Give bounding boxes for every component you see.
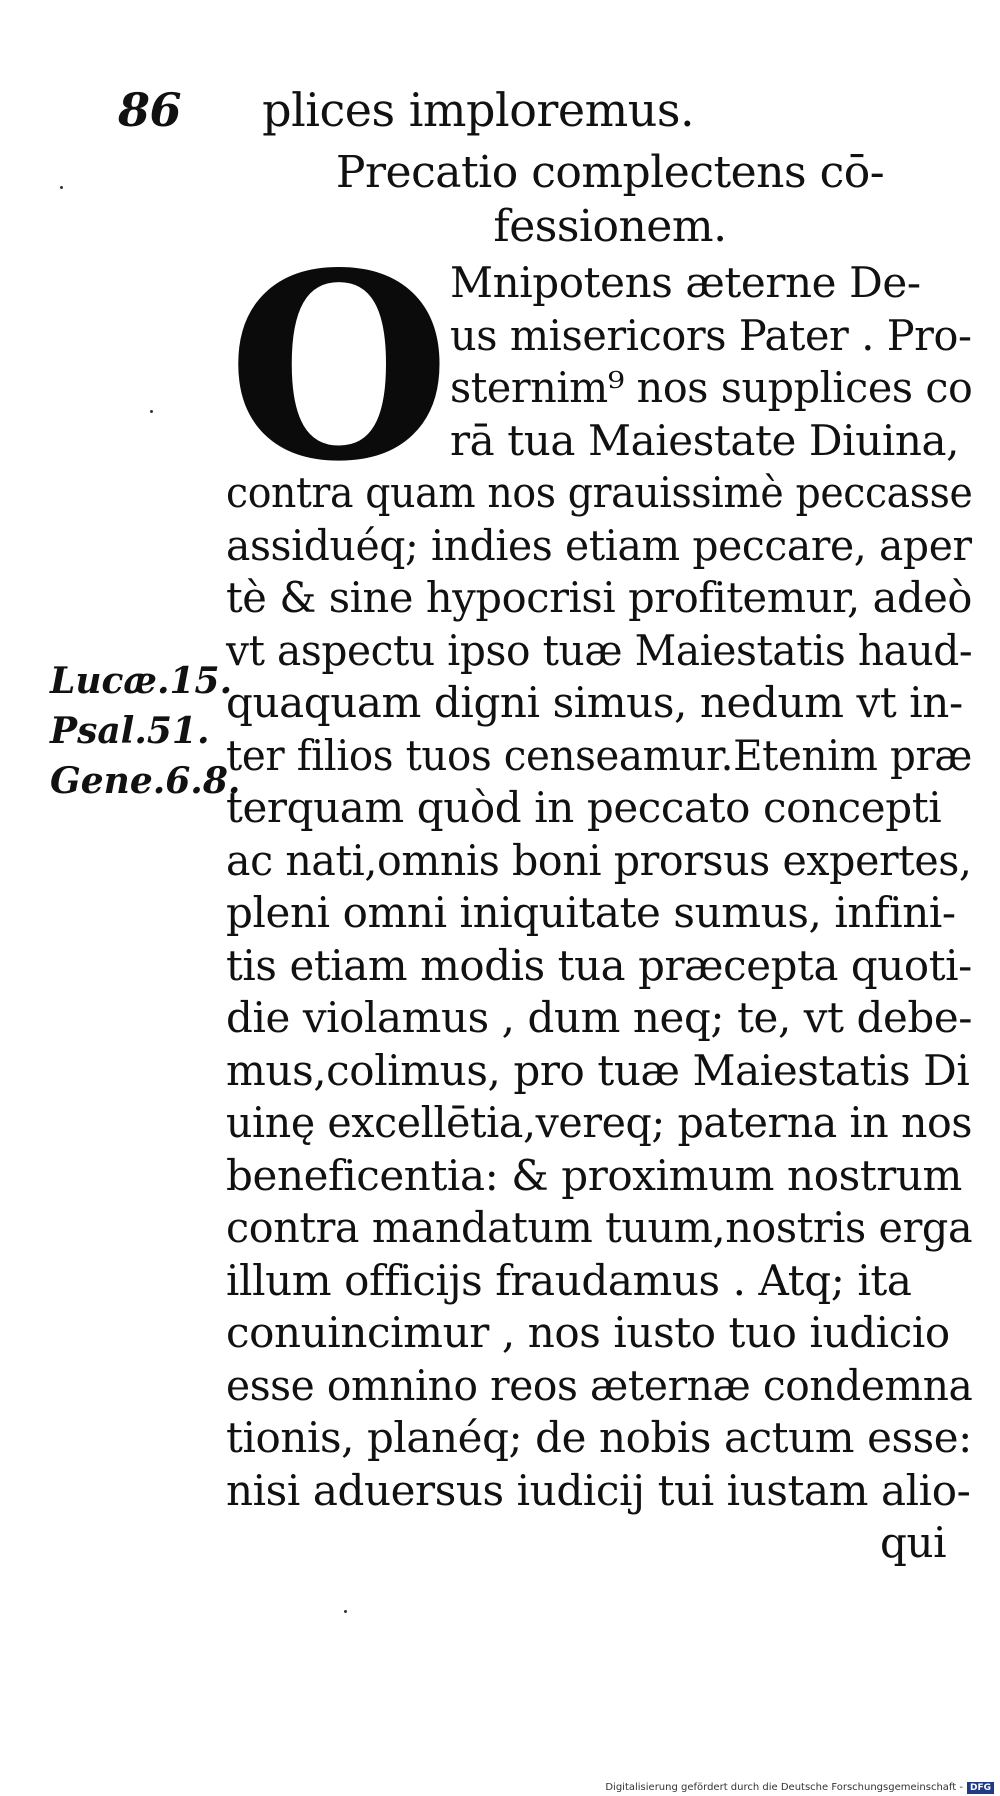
text-line: tionis, planéq; de nobis actum esse: — [226, 1413, 972, 1462]
text-line: contra quam nos grauissimè peccasse — [226, 468, 973, 517]
drop-cap-initial: O — [227, 218, 451, 518]
text-line: assiduéq; indies etiam peccare, aper — [226, 520, 972, 570]
text-line: ac nati,omnis boni prorsus expertes, — [226, 835, 972, 885]
ink-speck — [60, 186, 63, 189]
margin-note: Lucæ.15. — [50, 660, 233, 702]
text-line: beneficentia: & proximum nostrum — [226, 1150, 962, 1200]
title-line-1: Precatio complectens cō- — [335, 147, 885, 198]
text-line: mus,colimus, pro tuæ Maiestatis Di — [226, 1045, 970, 1095]
text-line: tè & sine hypocrisi profitemur, adeò — [226, 573, 973, 622]
text-line: uinę excellētia,vereq; paterna in nos — [226, 1098, 973, 1147]
text-line: conuincimur , nos iusto tuo iudicio — [226, 1308, 950, 1357]
margin-note: Psal.51. — [50, 710, 210, 752]
text-line: terquam quòd in peccato concepti — [226, 783, 942, 832]
text-line: die violamus , dum neq; te, vt debe- — [226, 993, 973, 1042]
text-line: contra mandatum tuum,nostris erga — [226, 1203, 973, 1252]
text-line: vt aspectu ipso tuæ Maiestatis haud- — [226, 625, 973, 675]
text-line: illum officijs fraudamus . Atq; ita — [226, 1255, 912, 1305]
text-line: us misericors Pater . Pro- — [450, 310, 972, 360]
text-line: tis etiam modis tua præcepta quoti- — [226, 940, 972, 990]
digitization-footer — [605, 1782, 994, 1794]
ink-speck — [344, 1610, 347, 1613]
text-line: quaquam digni simus, nedum vt in- — [226, 678, 963, 727]
text-line: rā tua Maiestate Diuina, — [450, 415, 960, 465]
catchword: qui — [880, 1518, 947, 1567]
ink-speck — [150, 410, 153, 413]
text-line: sternim⁹ nos supplices co — [450, 363, 973, 412]
footer-credit: Digitalisierung gefördert durch die Deutsche Forschungsgemeinschaft - — [605, 1782, 963, 1793]
dfg-logo: DFG — [967, 1782, 994, 1794]
page-number: 86 — [118, 83, 182, 137]
title-line-2: fessionem. — [493, 201, 727, 252]
running-head: plices imploremus. — [262, 83, 695, 137]
text-line: nisi aduersus iudicij tui iustam alio- — [226, 1465, 971, 1515]
margin-note: Gene.6.8. — [50, 760, 241, 802]
text-line: Mnipotens æterne De- — [450, 258, 921, 307]
text-line: esse omnino reos æternæ condemna — [226, 1360, 973, 1410]
text-line: pleni omni iniquitate sumus, infini- — [226, 888, 956, 937]
text-line: ter filios tuos censeamur.Etenim præ — [226, 730, 972, 780]
